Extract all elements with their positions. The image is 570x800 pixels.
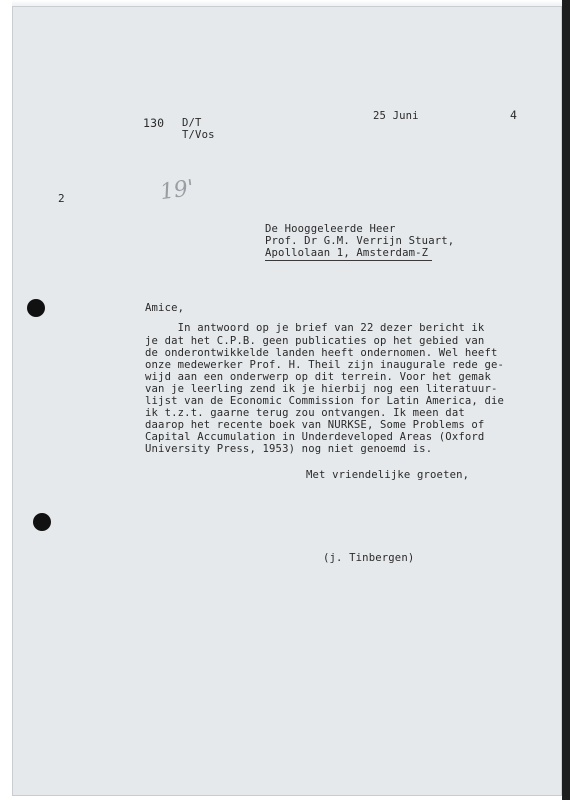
address-underline: [265, 260, 432, 261]
page-number: 4: [510, 108, 518, 122]
punch-hole-top: [27, 299, 45, 317]
file-number: 130: [143, 116, 165, 130]
signature: (j. Tinbergen): [323, 552, 415, 564]
body-line: daarop het recente boek van NURKSE, Some Problems of: [145, 419, 485, 431]
address-line-3: Apollolaan 1, Amsterdam-Z: [265, 247, 429, 259]
body-line: University Press, 1953) nog niet genoemd is.: [145, 443, 433, 455]
scan-border: [562, 0, 570, 800]
body-line: onze medewerker Prof. H. Theil zijn inaugurale rede ge-: [145, 359, 505, 371]
body-line: In antwoord op je brief van 22 dezer bericht ik: [145, 322, 485, 334]
body-line: ik t.z.t. gaarne terug zou ontvangen. Ik meen dat: [145, 407, 465, 419]
body-line: de onderontwikkelde landen heeft ondernomen. Wel heeft: [145, 347, 498, 359]
margin-number: 2: [58, 192, 65, 205]
body-line: wijd aan een onderwerp op dit terrein. Voor het gemak: [145, 371, 491, 383]
punch-hole-bottom: [33, 513, 51, 531]
reference-line-1: D/T: [182, 117, 202, 129]
body-line: van je leerling zend ik je hierbij nog een literatuur-: [145, 383, 498, 395]
closing: Met vriendelijke groeten,: [306, 469, 470, 481]
address-line-2: Prof. Dr G.M. Verrijn Stuart,: [265, 235, 455, 247]
salutation: Amice,: [145, 302, 185, 314]
body-line: je dat het C.P.B. geen publicaties op het gebied van: [145, 335, 485, 347]
reference-line-2: T/Vos: [182, 129, 215, 141]
body-line: lijst van de Economic Commission for Latin America, die: [145, 395, 505, 407]
address-line-1: De Hooggeleerde Heer: [265, 223, 396, 235]
body-line: Capital Accumulation in Underdeveloped Areas (Oxford: [145, 431, 485, 443]
letter-date: 25 Juni: [373, 110, 419, 122]
pencil-note: 19': [158, 175, 196, 206]
